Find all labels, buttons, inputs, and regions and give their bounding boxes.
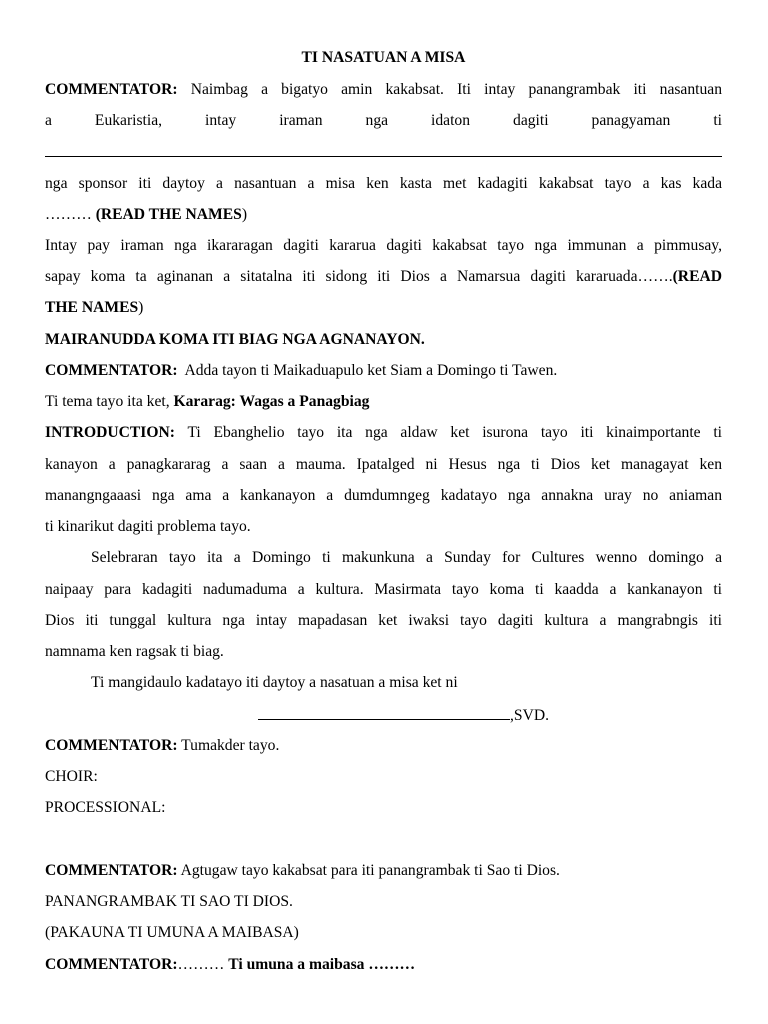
commentator-welcome-line-2: a Eukaristia, intay iraman nga idaton dagiti panagyaman ti: [45, 112, 722, 129]
cultures-line-4: namnama ken ragsak ti biag.: [45, 643, 224, 660]
commentator-sunday-line: COMMENTATOR: Adda tayon ti Maikaduapulo ket Siam a Domingo ti Tawen.: [45, 362, 558, 379]
prayer-response: MAIRANUDDA KOMA ITI BIAG NGA AGNANAYON.: [45, 331, 425, 348]
commentator-label: COMMENTATOR:: [45, 737, 178, 754]
document-title: TI NASATUAN A MISA: [301, 49, 466, 66]
cultures-line-2: naipaay para kadagiti nadumaduma a kultura. Masirmata tayo koma ti kaadda a kankanayon ti: [45, 581, 722, 598]
commentator-welcome-line-1: COMMENTATOR: Naimbag a bigatyo amin kakabsat. Iti intay panangrambak iti nasantuan: [45, 81, 722, 98]
cultures-line-3: Dios iti tunggal kultura nga intay mapadasan ket iwaksi tayo dagiti kultura a mangrabngis iti: [45, 612, 722, 629]
liturgy-word-heading: PANANGRAMBAK TI SAO TI DIOS.: [45, 893, 293, 910]
departed-souls-line-3: THE NAMES): [45, 299, 144, 316]
commentator-welcome-line-4: ……… (READ THE NAMES): [45, 206, 248, 223]
choir-label: CHOIR:: [45, 768, 98, 785]
commentator-stand-line: COMMENTATOR: Tumakder tayo.: [45, 737, 280, 754]
commentator-sit-line: COMMENTATOR: Agtugaw tayo kakabsat para iti panangrambak ti Sao ti Dios.: [45, 862, 560, 879]
theme-line: Ti tema tayo ita ket, Kararag: Wagas a Panagbiag: [45, 393, 370, 410]
presider-name-line: ,SVD.: [258, 705, 658, 726]
departed-souls-line-2: sapay koma ta aginanan a sitatalna iti sidong iti Dios a Namarsua dagiti kararuada…….(READ: [45, 268, 722, 285]
introduction-line-1: INTRODUCTION: Ti Ebanghelio tayo ita nga aldaw ket isurona tayo iti kinaimportante ti: [45, 424, 722, 441]
processional-label: PROCESSIONAL:: [45, 799, 166, 816]
presider-name-blank: [258, 705, 510, 720]
commentator-label: COMMENTATOR:: [45, 362, 178, 379]
introduction-line-2: kanayon a panagkararag a saan a mauma. Ipatalged ni Hesus nga ti Dios ket managayat ken: [45, 456, 722, 473]
commentator-label: COMMENTATOR:: [45, 81, 178, 98]
introduction-line-3: manangngaaasi nga ama a kankanayon a dumdumngeg kadatayo nga annakna uray no aniaman: [45, 487, 722, 504]
commentator-label: COMMENTATOR:: [45, 862, 178, 879]
commentator-welcome-line-3: nga sponsor iti daytoy a nasantuan a misa ken kasta met kadagiti kakabsat tayo a kas kada: [45, 175, 722, 192]
cultures-line-1: Selebraran tayo ita a Domingo ti makunkuna a Sunday for Cultures wenno domingo a: [91, 549, 722, 566]
sponsor-blank-line: [45, 156, 722, 157]
commentator-label: COMMENTATOR:: [45, 956, 178, 973]
introduction-label: INTRODUCTION:: [45, 424, 175, 441]
first-reading-note: (PAKAUNA TI UMUNA A MAIBASA): [45, 924, 299, 941]
commentator-first-reading-line: COMMENTATOR:……… Ti umuna a maibasa ………: [45, 956, 416, 973]
introduction-line-4: ti kinarikut dagiti problema tayo.: [45, 518, 251, 535]
departed-souls-line-1: Intay pay iraman nga ikararagan dagiti kararua dagiti kakabsat tayo nga immunan a pimmusay,: [45, 237, 722, 254]
presider-line: Ti mangidaulo kadatayo iti daytoy a nasatuan a misa ket ni: [91, 674, 458, 691]
